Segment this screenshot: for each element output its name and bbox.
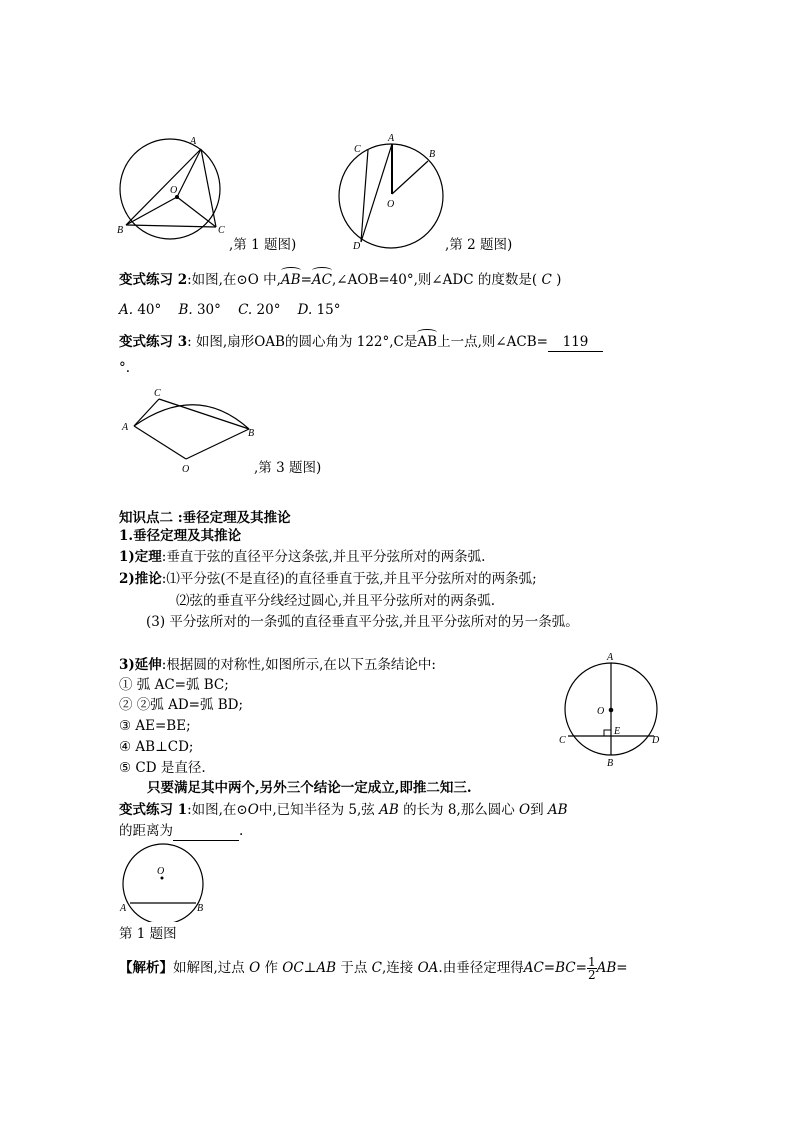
fig1-label-c: C: [218, 225, 225, 236]
fig4-label-e: E: [614, 726, 621, 737]
exercise-1-question: 变式练习 1:如图,在⊙O中,已知半径为 5,弦 AB 的长为 8,那么圆心 O到 AB: [119, 802, 568, 818]
fig3-label-a: A: [122, 422, 129, 433]
exercise-3-question: 变式练习 3: 如图,扇形OAB的圆心角为 122°,C是AB上一点,则∠ACB= 119: [119, 333, 603, 352]
fig4-label-b: B: [607, 758, 614, 769]
exercise-3-answer: 119: [548, 333, 603, 352]
fig5-caption: 第 1 题图: [119, 926, 177, 942]
exercise-2-title: 变式练习 2: [119, 272, 188, 288]
fig2-caption: ,第 2 题图): [445, 237, 513, 253]
conclusion-4: ④ AB⊥CD;: [119, 739, 194, 755]
fig5-label-a: A: [120, 903, 127, 914]
corollary-line-2: ⑵弦的垂直平分线经过圆心,并且平分弦所对的两条弧.: [176, 593, 496, 609]
theorem-line: 1)定理:垂直于弦的直径平分这条弦,并且平分弦所对的两条弧.: [119, 549, 486, 565]
exercise-2-options: A. 40° B. 30° C. 20° D. 15°: [119, 302, 341, 318]
fig1-label-o: O: [170, 185, 178, 196]
exercise-1-answer-blank: [173, 822, 239, 841]
summary-line: 只要满足其中两个,另外三个结论一定成立,即推二知三.: [147, 780, 472, 796]
fig1-label-b: B: [117, 225, 124, 236]
fig4-label-o: O: [597, 706, 605, 717]
fig3-label-b: B: [248, 428, 255, 439]
exercise-3-title: 变式练习 3: [119, 334, 188, 350]
figure-1-circle-triangle: [112, 130, 232, 240]
exercise-2-question: 变式练习 2:如图,在⊙O 中,AB=AC,∠AOB=40°,则∠ADC 的度数是( C ): [119, 272, 562, 288]
conclusion-2: ② ②弧 AD=弧 BD;: [119, 697, 244, 713]
figure-3-sector: [112, 384, 262, 476]
exercise-1-line-2: 的距离为 .: [119, 823, 244, 839]
arc-ab: AB: [280, 272, 301, 288]
figure-4-perpendicular-diameter: [556, 648, 676, 770]
fig4-label-a: A: [607, 652, 614, 663]
fig3-label-c: C: [154, 388, 161, 399]
knowledge-point-2-subheading: 1.垂径定理及其推论: [119, 528, 242, 544]
conclusion-3: ③ AE=BE;: [119, 718, 191, 734]
figure-5-circle-chord: [112, 842, 222, 922]
fig3-caption: ,第 3 题图): [254, 460, 322, 476]
figure-2-circle: [332, 126, 452, 252]
fig3-label-o: O: [182, 464, 190, 475]
fig5-label-b: B: [197, 903, 204, 914]
fig2-label-c: C: [354, 144, 361, 155]
fig4-label-c: C: [559, 735, 566, 746]
corollary-line-3: (3) 平分弦所对的一条弧的直径垂直平分弦,并且平分弦所对的另一条弧。: [146, 614, 579, 630]
fig1-label-a: A: [190, 136, 197, 147]
exercise-2-answer: C: [541, 272, 552, 288]
fig2-label-a: A: [388, 133, 395, 144]
exercise-3-degree: °.: [119, 360, 131, 376]
fig4-label-d: D: [652, 735, 660, 746]
arc-ac: AC: [311, 272, 332, 288]
fig2-label-d: D: [353, 241, 361, 252]
fig5-label-o: O: [157, 866, 165, 877]
fig1-caption: ,第 1 题图): [229, 237, 297, 253]
conclusion-1: ① 弧 AC=弧 BC;: [119, 677, 229, 693]
arc-ab-3: AB: [417, 334, 438, 350]
extension-line: 3)延伸:根据圆的对称性,如图所示,在以下五条结论中:: [119, 657, 436, 673]
corollary-line-1: 2)推论:⑴平分弦(不是直径)的直径垂直于弦,并且平分弦所对的两条弧;: [119, 571, 537, 587]
fraction-one-half: $\frac{1}{2}$: [587, 955, 596, 982]
solution-line: 【解析】如解图,过点 O 作 OC⊥AB 于点 C,连接 OA.由垂径定理得AC=BC= $\frac{1}{2}$ AB=: [119, 955, 628, 982]
fig2-label-b: B: [429, 149, 436, 160]
knowledge-point-2-heading: 知识点二 :垂径定理及其推论: [119, 510, 291, 526]
conclusion-5: ⑤ CD 是直径.: [119, 760, 206, 776]
fig2-label-o: O: [387, 199, 395, 210]
